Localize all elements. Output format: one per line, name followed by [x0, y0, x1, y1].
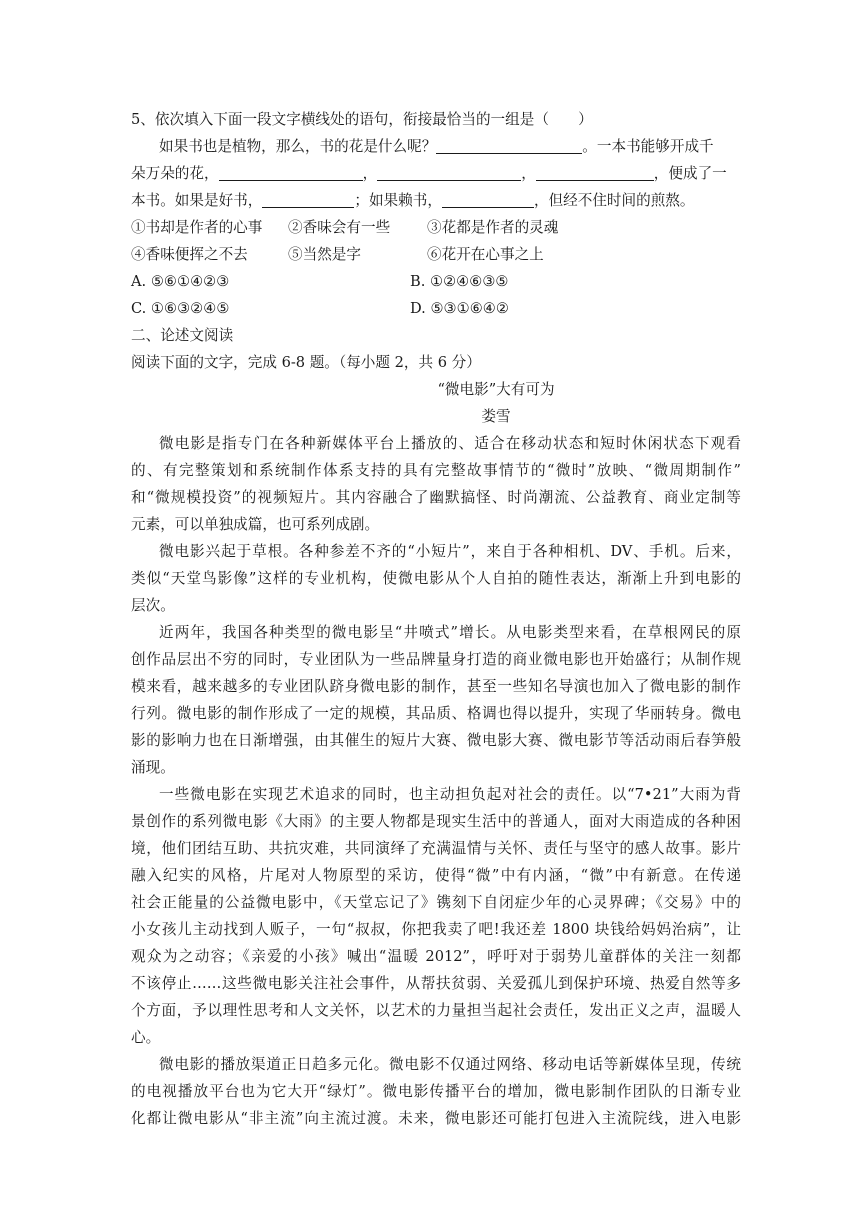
article-line: 微电影是指专门在各种新媒体平台上播放的、适合在移动状态和短时休闲状态下观看 [159, 435, 741, 452]
choice-a: A. ⑤⑥①④②③ [131, 273, 230, 290]
item-3: ③花都是作者的灵魂 [427, 219, 559, 236]
article-line: 层次。 [131, 597, 175, 614]
section-heading: 二、论述文阅读 [131, 327, 234, 344]
article-line: 模来看，越来越多的专业团队跻身微电影的制作，甚至一些知名导演也加入了微电影的制作 [131, 678, 741, 695]
article-line: 一些微电影在实现艺术追求的同时，也主动担负起对社会的责任。以“7•21”大雨为背 [159, 786, 741, 803]
passage-text: 。一本书能够开成千 [582, 138, 714, 155]
passage-text: ， [521, 165, 536, 182]
choice-d: D. ⑤③①⑥④② [410, 300, 509, 317]
article-line: 社会正能量的公益微电影中，《天堂忘记了》镌刻下自闭症少年的心灵界碑；《交易》中的 [131, 894, 741, 911]
article-title: “微电影”大有可为 [437, 381, 555, 398]
article-line: 行列。微电影的制作形成了一定的规模，其品质、格调也得以提升，实现了华丽转身。微电 [131, 705, 741, 722]
passage-text: 朵万朵的花， [131, 165, 219, 182]
item-2: ②香味会有一些 [288, 219, 391, 236]
article-line: 境，他们团结互助、共抗灾难，共同演绎了充满温情与关怀、责任与坚守的感人故事。影片 [131, 840, 741, 857]
article-line: 创作品层出不穷的同时，专业团队为一些品牌量身打造的商业微电影也开始盛行；从制作规 [131, 651, 741, 668]
passage-text: 本书。如果是好书， [131, 192, 263, 209]
article-line: 个方面，予以理性思考和人文关怀，以艺术的力量担当起社会责任，发出正义之声，温暖人 [131, 1002, 741, 1019]
passage-text: ，但经不住时间的煎熬。 [533, 192, 695, 209]
item-5: ⑤当然是字 [288, 246, 361, 263]
article-author: 娄雪 [481, 408, 511, 425]
article-line: 元素，可以单独成篇，也可系列成剧。 [131, 516, 380, 533]
choice-c: C. ①⑥③②④⑤ [131, 300, 230, 317]
answer-blank [536, 164, 654, 181]
passage-text: 如果书也是植物，那么，书的花是什么呢？ [159, 138, 437, 155]
article-line: 类似“天堂鸟影像”这样的专业机构，使微电影从个人自拍的随性表达，渐渐上升到电影的 [131, 570, 741, 587]
article-line: 小女孩儿主动找到人贩子，一句“叔叔，你把我卖了吧!我还差 1800 块钱给妈妈治病”，让 [131, 921, 741, 938]
passage-line-1 [159, 135, 741, 159]
article-line: 的电视播放平台也为它大开“绿灯”。微电影传播平台的增加，微电影制作团队的日渐专业 [131, 1083, 741, 1100]
article-line: 化都让微电影从“非主流”向主流过渡。未来，微电影还可能打包进入主流院线，进入电影 [131, 1110, 741, 1127]
answer-blank [377, 164, 521, 181]
article-line: 和“微规模投资”的视频短片。其内容融合了幽默搞怪、时尚潮流、公益教育、商业定制等 [131, 489, 741, 506]
question-5-stem: 5、依次填入下面一段文字横线处的语句，衔接最恰当的一组是（ ） [131, 111, 593, 128]
item-6: ⑥花开在心事之上 [427, 246, 544, 263]
article-line: 融入纪实的风格，片尾对人物原型的采访，使得“微”中有内涵，“微”中有新意。在传递 [131, 867, 741, 884]
article-line: 不该停止……这些微电影关注社会事件，从帮扶贫弱、关爱孤儿到保护环境、热爱自然等多 [131, 975, 741, 992]
article-line: 影的影响力也在日渐增强，由其催生的短片大赛、微电影大赛、微电影节等活动雨后春笋般 [131, 732, 741, 749]
answer-blank [219, 164, 363, 181]
choices-row-2 [131, 297, 741, 321]
article-line: 的、有完整策划和系统制作体系支持的具有完整故事情节的“微时”放映、“微周期制作” [131, 462, 741, 479]
article-line: 观众为之动容；《亲爱的小孩》喊出“温暖 2012”，呼吁对于弱势儿童群体的关注一刻都 [131, 948, 741, 965]
article-line: 心。 [131, 1029, 161, 1046]
article-line: 微电影的播放渠道正日趋多元化。微电影不仅通过网络、移动电话等新媒体呈现，传统 [159, 1056, 741, 1073]
choices-row-1 [131, 270, 741, 294]
items-row-2 [131, 243, 741, 267]
passage-line-2 [131, 162, 741, 186]
passage-text: ；如果赖书， [354, 192, 442, 209]
item-4: ④香味便挥之不去 [131, 246, 248, 263]
passage-line-3 [131, 189, 741, 213]
answer-blank [262, 191, 354, 208]
section-instruction: 阅读下面的文字，完成 6-8 题。（每小题 2，共 6 分） [131, 354, 481, 371]
passage-text: ， [362, 165, 378, 182]
answer-blank [436, 137, 582, 154]
article-line: 景创作的系列微电影《大雨》的主要人物都是现实生活中的普通人，面对大雨造成的各种困 [131, 813, 741, 830]
article-line: 涌现。 [131, 759, 175, 776]
items-row-1 [131, 216, 741, 240]
passage-text: ，便成了一 [653, 165, 727, 182]
article-line: 近两年，我国各种类型的微电影呈“井喷式”增长。从电影类型来看，在草根网民的原 [159, 624, 741, 641]
choice-b: B. ①②④⑥③⑤ [410, 273, 509, 290]
item-1: ①书却是作者的心事 [131, 219, 263, 236]
answer-blank [442, 191, 534, 208]
article-line: 微电影兴起于草根。各种参差不齐的“小短片”，来自于各种相机、DV、手机。后来， [159, 543, 741, 560]
